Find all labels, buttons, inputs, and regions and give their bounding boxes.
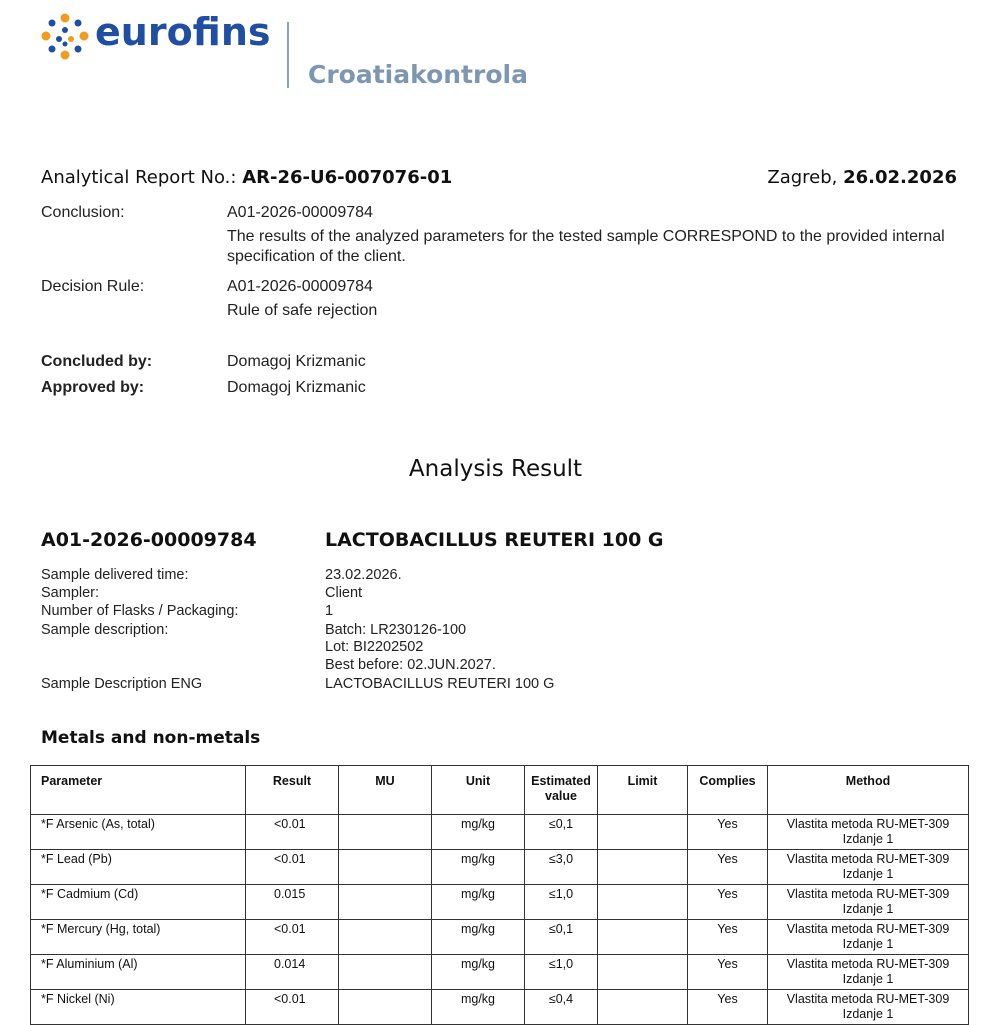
- column-header: Complies: [688, 766, 768, 815]
- section-title: Metals and non-metals: [41, 728, 261, 748]
- table-row: [31, 920, 969, 955]
- cell-estimated: ≤1,0: [525, 955, 598, 990]
- cell-result: <0.01: [246, 920, 339, 955]
- sample-field-label: Number of Flasks / Packaging:: [41, 603, 239, 619]
- cell-method: [768, 815, 969, 850]
- cell-mu: [339, 885, 432, 920]
- sample-field-value: 23.02.2026.: [325, 567, 402, 583]
- sample-field-label: Sample delivered time:: [41, 567, 189, 583]
- cell-complies: Yes: [688, 990, 768, 1025]
- cell-method: [768, 885, 969, 920]
- logo-divider: [287, 22, 289, 88]
- method-edition: Izdanje 1: [842, 1007, 894, 1021]
- sample-field-value: Batch: LR230126-100: [325, 622, 467, 638]
- sample-field-value: LACTOBACILLUS REUTERI 100 G: [325, 676, 555, 692]
- cell-method: [768, 920, 969, 955]
- concluded-by-label: Concluded by:: [41, 353, 153, 370]
- cell-method: [768, 955, 969, 990]
- conclusion-ref: A01-2026-00009784: [227, 204, 373, 221]
- cell-mu: [339, 850, 432, 885]
- concluded-by-name: Domagoj Krizmanic: [227, 353, 366, 370]
- method-name: Vlastita metoda RU-MET-309: [786, 887, 950, 901]
- results-table: [30, 765, 969, 1025]
- sample-field-value: Client: [325, 585, 363, 601]
- table-row: [31, 955, 969, 990]
- method-edition: Izdanje 1: [842, 867, 894, 881]
- cell-estimated: ≤1,0: [525, 885, 598, 920]
- report-city: Zagreb,: [767, 167, 838, 188]
- cell-limit: [598, 955, 688, 990]
- cell-parameter: *F Mercury (Hg, total): [31, 920, 246, 955]
- cell-unit: mg/kg: [432, 850, 525, 885]
- approved-by-name: Domagoj Krizmanic: [227, 379, 366, 396]
- cell-mu: [339, 815, 432, 850]
- method-name: Vlastita metoda RU-MET-309: [786, 957, 950, 971]
- column-header: Estimated value: [525, 766, 598, 815]
- decision-rule-text: Rule of safe rejection: [227, 302, 378, 319]
- cell-parameter: *F Aluminium (Al): [31, 955, 246, 990]
- cell-limit: [598, 885, 688, 920]
- table-row: [31, 815, 969, 850]
- cell-complies: Yes: [688, 850, 768, 885]
- conclusion-label: Conclusion:: [41, 204, 125, 221]
- sample-id: A01-2026-00009784: [41, 529, 257, 551]
- method-edition: Izdanje 1: [842, 972, 894, 986]
- cell-complies: Yes: [688, 815, 768, 850]
- sample-field-label: Sample Description ENG: [41, 676, 203, 692]
- method-edition: Izdanje 1: [842, 937, 894, 951]
- column-header: Unit: [432, 766, 525, 815]
- column-header: Parameter: [31, 766, 246, 815]
- sample-name: LACTOBACILLUS REUTERI 100 G: [325, 529, 664, 551]
- cell-limit: [598, 815, 688, 850]
- cell-result: <0.01: [246, 850, 339, 885]
- table-header-row: [31, 766, 969, 815]
- cell-unit: mg/kg: [432, 885, 525, 920]
- method-name: Vlastita metoda RU-MET-309: [786, 817, 950, 831]
- cell-method: [768, 850, 969, 885]
- cell-method: [768, 990, 969, 1025]
- eurofins-logo-icon: [40, 12, 90, 62]
- cell-parameter: *F Nickel (Ni): [31, 990, 246, 1025]
- decision-rule-label: Decision Rule:: [41, 278, 145, 295]
- cell-limit: [598, 990, 688, 1025]
- cell-limit: [598, 850, 688, 885]
- cell-mu: [339, 955, 432, 990]
- cell-unit: mg/kg: [432, 920, 525, 955]
- column-header: Limit: [598, 766, 688, 815]
- cell-mu: [339, 990, 432, 1025]
- sample-field-label: Sampler:: [41, 585, 100, 601]
- sample-field-label: Sample description:: [41, 622, 169, 638]
- conclusion-text: The results of the analyzed parameters for the tested sample CORRESPOND to the provided internal specification of the client.: [227, 228, 945, 265]
- report-date: 26.02.2026: [843, 167, 957, 188]
- report-number: AR-26-U6-007076-01: [242, 167, 453, 188]
- column-header: Method: [768, 766, 969, 815]
- report-number-line: [41, 167, 452, 188]
- column-header: MU: [339, 766, 432, 815]
- cell-estimated: ≤0,1: [525, 815, 598, 850]
- cell-result: 0.014: [246, 955, 339, 990]
- cell-result: <0.01: [246, 990, 339, 1025]
- cell-estimated: ≤0,1: [525, 920, 598, 955]
- cell-complies: Yes: [688, 885, 768, 920]
- method-name: Vlastita metoda RU-MET-309: [786, 852, 950, 866]
- table-row: [31, 990, 969, 1025]
- sample-field-value: Lot: BI2202502: [325, 639, 424, 655]
- method-name: Vlastita metoda RU-MET-309: [786, 992, 950, 1006]
- approved-by-label: Approved by:: [41, 379, 145, 396]
- method-name: Vlastita metoda RU-MET-309: [786, 922, 950, 936]
- cell-complies: Yes: [688, 955, 768, 990]
- method-edition: Izdanje 1: [842, 902, 894, 916]
- cell-parameter: *F Cadmium (Cd): [31, 885, 246, 920]
- analysis-result-title: Analysis Result: [408, 456, 583, 482]
- cell-unit: mg/kg: [432, 955, 525, 990]
- brand-name: eurofins: [95, 10, 271, 54]
- cell-limit: [598, 920, 688, 955]
- report-date-line: [767, 167, 957, 188]
- column-header: Result: [246, 766, 339, 815]
- sample-field-value: Best before: 02.JUN.2027.: [325, 657, 496, 673]
- sample-field-value: 1: [325, 603, 334, 619]
- cell-estimated: ≤3,0: [525, 850, 598, 885]
- cell-parameter: *F Arsenic (As, total): [31, 815, 246, 850]
- table-row: [31, 850, 969, 885]
- cell-parameter: *F Lead (Pb): [31, 850, 246, 885]
- method-edition: Izdanje 1: [842, 832, 894, 846]
- cell-mu: [339, 920, 432, 955]
- cell-complies: Yes: [688, 920, 768, 955]
- cell-result: <0.01: [246, 815, 339, 850]
- brand-subsidiary: Croatiakontrola: [308, 60, 528, 89]
- decision-rule-ref: A01-2026-00009784: [227, 278, 373, 295]
- table-row: [31, 885, 969, 920]
- cell-estimated: ≤0,4: [525, 990, 598, 1025]
- cell-result: 0.015: [246, 885, 339, 920]
- cell-unit: mg/kg: [432, 815, 525, 850]
- report-number-label: Analytical Report No.:: [41, 167, 237, 188]
- cell-unit: mg/kg: [432, 990, 525, 1025]
